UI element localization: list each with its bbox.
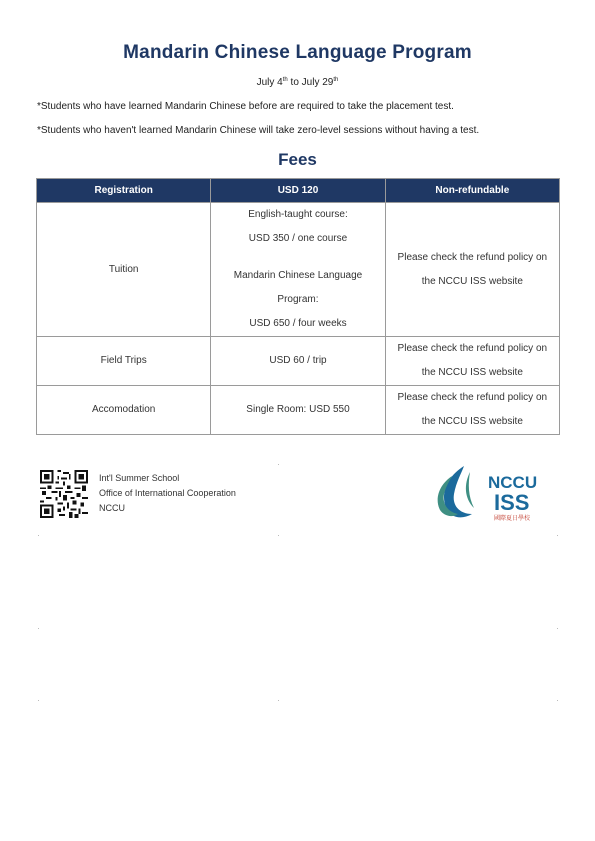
row-label-accommodation: Accomodation (37, 386, 211, 435)
tuition-line: USD 650 / four weeks (249, 318, 347, 329)
zero-level-note: *Students who haven't learned Mandarin Chinese will take zero-level sessions without having a test. (37, 125, 480, 136)
tuition-line: Program: (277, 294, 319, 305)
tuition-refund-cell (385, 203, 559, 337)
refund-line: the NCCU ISS website (421, 416, 523, 427)
refund-line: Please check the refund policy on (397, 343, 548, 354)
dot-marker (278, 535, 279, 536)
date-connector: to (287, 77, 302, 88)
table-row-accommodation (37, 386, 560, 435)
table-row-field-trips (37, 337, 560, 386)
footer-line-university: NCCU (99, 503, 125, 513)
table-row-tuition (37, 203, 560, 337)
qr-code-icon[interactable] (40, 470, 88, 518)
dot-marker (557, 535, 558, 536)
tuition-line: Mandarin Chinese Language (233, 270, 363, 281)
program-dates (0, 77, 595, 88)
field-trip-fee-cell: USD 60 / trip (211, 337, 385, 386)
fees-heading: Fees (278, 150, 317, 169)
footer-contact (99, 471, 236, 516)
column-header-registration: Registration (37, 179, 211, 203)
dot-marker (278, 464, 279, 465)
logo-iss-text: ISS (494, 490, 530, 515)
field-trip-refund-cell (385, 337, 559, 386)
row-label-field-trips: Field Trips (37, 337, 211, 386)
dot-marker (38, 535, 39, 536)
refund-line: the NCCU ISS website (421, 275, 523, 287)
start-date: July 4 (256, 77, 283, 88)
dot-marker (38, 628, 39, 629)
tuition-line: USD 350 / one course (248, 233, 348, 244)
tuition-fee-cell (211, 203, 385, 337)
logo-subtitle-text: 國際夏日學校 (494, 515, 531, 522)
accommodation-fee-cell: Single Room: USD 550 (211, 386, 385, 435)
hands-emblem-icon (438, 466, 474, 517)
refund-line: Please check the refund policy on (397, 251, 548, 263)
placement-note: *Students who have learned Mandarin Chinese before are required to take the placement test. (37, 101, 454, 112)
footer-line-school: Int'l Summer School (99, 473, 180, 483)
dot-marker (38, 700, 39, 701)
end-date: July 29 (301, 77, 334, 88)
refund-line: the NCCU ISS website (421, 367, 523, 378)
tuition-line: English-taught course: (248, 209, 348, 220)
logo-nccu-text: NCCU (488, 473, 538, 492)
accommodation-refund-cell (385, 386, 559, 435)
table-header-row (37, 179, 560, 203)
refund-line: Please check the refund policy on (397, 392, 548, 403)
footer-line-office: Office of International Cooperation (99, 488, 236, 498)
nccu-iss-logo (434, 462, 558, 522)
dot-marker (278, 700, 279, 701)
fees-table (36, 178, 560, 435)
dot-marker (557, 700, 558, 701)
end-date-suffix: th (333, 77, 339, 83)
column-header-refund: Non-refundable (385, 179, 559, 203)
column-header-registration-fee: USD 120 (211, 179, 385, 203)
row-label-tuition: Tuition (37, 203, 211, 337)
page-title: Mandarin Chinese Language Program (123, 42, 472, 63)
dot-marker (557, 628, 558, 629)
start-date-suffix: th (282, 77, 288, 83)
